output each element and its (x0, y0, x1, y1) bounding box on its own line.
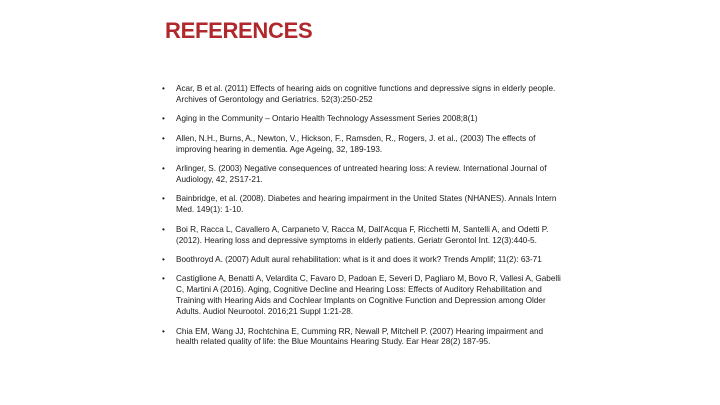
reference-item (162, 84, 602, 106)
bullet-icon: • (162, 254, 165, 264)
reference-item (162, 274, 602, 318)
reference-item (162, 134, 602, 156)
reference-text: Boi R, Racca L, Cavallero A, Carpaneto V, Racca M, Dall'Acqua F, Ricchetti M, Santelli A, and Odetti P. (2012). Hearing loss and depressive symptoms in elderly patients. Geriatr Gerontol Int. 12(3):440-5. (176, 224, 549, 245)
bullet-icon: • (162, 194, 165, 204)
bullet-icon: • (162, 133, 165, 143)
reference-text: Allen, N.H., Burns, A., Newton, V., Hickson, F., Ramsden, R., Rogers, J. et al., (2003) The effects of improving hearing in dementia. Age Ageing, 32, 189-193. (176, 133, 536, 154)
reference-item (162, 327, 602, 349)
bullet-icon: • (162, 274, 165, 284)
reference-text: Boothroyd A. (2007) Adult aural rehabilitation: what is it and does it work? Trends Amplif; 11(2): 63-71 (176, 254, 542, 264)
bullet-icon: • (162, 114, 165, 124)
reference-text: Aging in the Community – Ontario Health Technology Assessment Series 2008;8(1) (176, 114, 478, 124)
reference-text: Castiglione A, Benatti A, Velardita C, Favaro D, Padoan E, Severi D, Pagliaro M, Bovo R, Vallesi A, Gabelli C, Martini A (2016). Aging, Cognitive Decline and Hearing Loss: Effects of Auditory Rehabilitation and Training with Hearing Aids and Cochlear Implants on Cognitive Function and Depression among Older Adults. Audiol Neurootol. 2016;21 Suppl 1:21-28. (176, 274, 561, 317)
bullet-icon: • (162, 326, 165, 336)
reference-text: Acar, B et al. (2011) Effects of hearing aids on cognitive functions and depressive signs in elderly people. Archives of Gerontology and Geriatrics. 52(3):250-252 (176, 84, 556, 104)
bullet-icon: • (162, 84, 165, 93)
reference-text: Bainbridge, et al. (2008). Diabetes and hearing impairment in the United States (NHANES). Annals Intern Med. 149(1): 1-10. (176, 194, 557, 215)
reference-text: Chia EM, Wang JJ, Rochtchina E, Cumming RR, Newall P, Mitchell P. (2007) Hearing impairment and health related quality of life: the Blue Mountains Hearing Study. Ear Hear 28(2) 187-95. (176, 326, 544, 347)
reference-item (162, 114, 602, 125)
reference-item (162, 194, 602, 216)
bullet-icon: • (162, 164, 165, 174)
bullet-icon: • (162, 224, 165, 234)
slide-title: REFERENCES (165, 18, 313, 43)
references-list (162, 84, 602, 357)
reference-item (162, 255, 602, 266)
reference-item (162, 164, 602, 186)
reference-text: Arlinger, S. (2003) Negative consequences of untreated hearing loss: A review. International Journal of Audiology, 42, 2S17-21. (176, 164, 547, 184)
reference-item (162, 225, 602, 247)
